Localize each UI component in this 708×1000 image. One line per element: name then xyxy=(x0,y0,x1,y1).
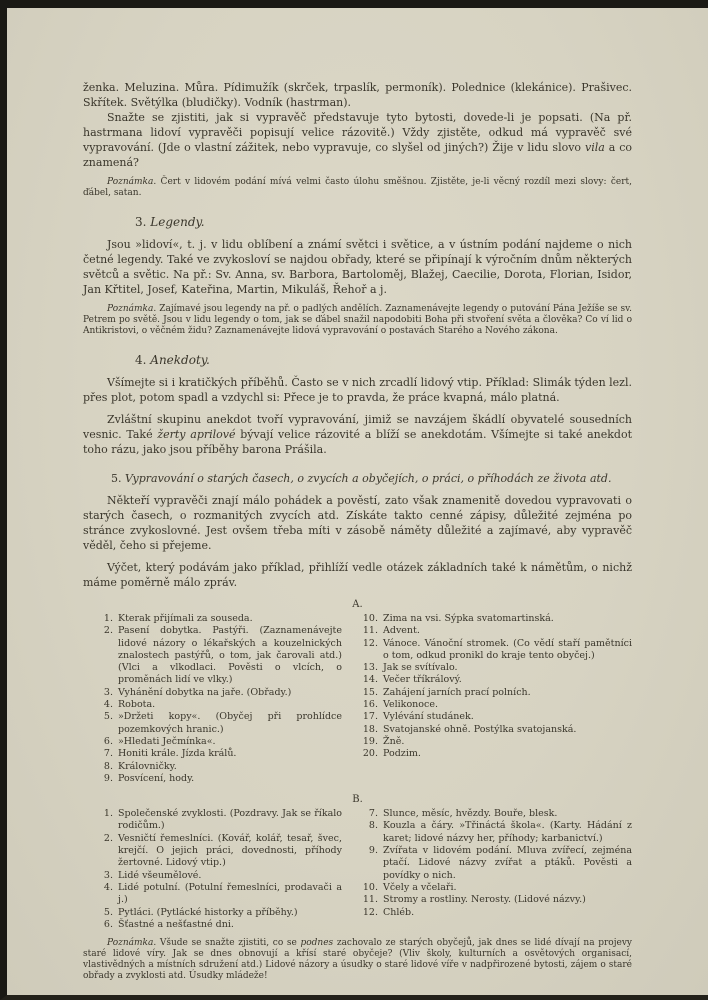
list-item xyxy=(360,724,632,736)
list-item-text: Zvířata v lidovém podání. Mluva zvířecí, zejména ptačí. Lidové názvy zvířat a ptáků. Pověsti a povídky o nich. xyxy=(383,845,632,881)
list-item xyxy=(360,674,632,686)
list-a xyxy=(95,613,632,785)
list-item-number: 5. xyxy=(103,906,113,918)
section-5-heading xyxy=(83,472,632,485)
note-label: Poznámka. xyxy=(107,304,157,314)
list-item xyxy=(95,613,342,625)
list-item-number: 13. xyxy=(362,662,378,674)
list-item-number: 4. xyxy=(103,881,113,893)
list-item-number: 20. xyxy=(362,748,378,760)
section-4-title: Anekdoty. xyxy=(150,353,210,367)
list-b-label: B. xyxy=(352,794,363,806)
italic-term-vila: vila xyxy=(584,141,605,154)
list-item xyxy=(95,833,342,870)
list-item-number: 1. xyxy=(103,808,113,820)
list-item-number: 4. xyxy=(103,699,113,711)
intro-paragraph xyxy=(83,110,632,170)
list-a-label: A. xyxy=(352,599,363,610)
list-item-text: Žně. xyxy=(383,735,405,747)
list-item-number: 9. xyxy=(103,772,113,784)
section-4-paragraph-2 xyxy=(83,412,632,457)
list-item xyxy=(95,761,342,773)
list-item-number: 16. xyxy=(362,699,378,711)
list-item xyxy=(360,638,632,663)
list-item-text: Královničky. xyxy=(118,760,177,772)
list-item-number: 8. xyxy=(103,760,113,772)
list-item xyxy=(95,870,342,882)
list-item-number: 11. xyxy=(362,894,378,906)
note-text: Zajímavé jsou legendy na př. o padlých andělích. Zaznamenávejte legendy o putování Pána Ježíše se sv. Petrem po světě. Jsou v lidu legendy o tom, jak se ďábel snažil napodobiti Boha při stvoření světa a člověka? Co ví lid o Antikristovi, o věčném židu? Zaznamenávejte lidová vypravování o postavách Starého a Nového zákona. xyxy=(83,304,632,336)
list-item-text: Pytláci. (Pytlácké historky a příběhy.) xyxy=(118,906,298,918)
list-item-number: 1. xyxy=(103,613,113,624)
list-item xyxy=(95,773,342,785)
note-devil xyxy=(83,177,632,199)
list-item xyxy=(360,699,632,711)
list-item-text: »Hledati Ječmínka«. xyxy=(118,735,216,747)
section-3-paragraph: Jsou »lidoví«, t. j. v lidu oblíbení a známí světci i světice, a v ústním podání najdeme o nich četné legendy. Také ve zvykosloví se najdou obřady, které se připínají k výročním dnům některých světců a světic. Na př.: Sv. Anna, sv. Barbora, Bartoloměj, Blažej, Caecilie, Dorota, Florian, Isidor, Jan Křtitel, Josef, Kateřina, Martin, Mikuláš, Řehoř a j. xyxy=(83,238,632,296)
list-item xyxy=(95,736,342,748)
note-text: Čert v lidovém podání mívá velmi často úlohu směšnou. Zjistěte, je-li věcný rozdíl mezi slovy: čert, ďábel, satan. xyxy=(83,177,632,198)
list-item-text: Stromy a rostliny. Nerosty. (Lidové názvy.) xyxy=(383,894,586,906)
note-text-end: zachovalo ze starých obyčejů, jak dnes se lidé dívají na projevy staré lidové víry. Jak se dnes obnovují a křísí staré obyčeje? (Vliv školy, kulturních a osvětových organisací, vlastivědných a místních sdružení atd.) Lidové názory a úsudky o staré lidové víře v nadpřirozené bytosti, zájem o staré obřady a zvyklosti atd. Úsudky mládeže! xyxy=(83,938,632,982)
list-b-right-column xyxy=(360,808,632,931)
list-item-text: Večer tříkrálový. xyxy=(383,674,462,686)
list-item-number: 11. xyxy=(362,625,378,637)
section-3-heading xyxy=(135,215,632,229)
list-a-right-column xyxy=(360,613,632,785)
list-item xyxy=(95,711,342,736)
list-item-text: »Držeti kopy«. (Obyčej při prohlídce pozemkových hranic.) xyxy=(118,711,342,735)
note-label: Poznámka. xyxy=(107,938,157,949)
list-item xyxy=(95,808,342,833)
list-item-text: Robota. xyxy=(118,699,156,711)
list-item xyxy=(360,736,632,748)
list-item-text: Chléb. xyxy=(383,906,415,918)
list-item xyxy=(95,907,342,919)
list-item xyxy=(360,613,632,625)
list-item xyxy=(360,748,632,760)
list-item-text: Lidé všeumělové. xyxy=(118,869,202,881)
list-item xyxy=(360,882,632,894)
list-item-text: Lidé potulní. (Potulní řemeslníci, prodavači a j.) xyxy=(118,881,342,906)
list-item xyxy=(360,808,632,820)
section-4-heading xyxy=(135,353,632,367)
list-item xyxy=(95,748,342,760)
list-item-number: 12. xyxy=(362,637,378,649)
list-item xyxy=(360,845,632,882)
list-item xyxy=(360,687,632,699)
list-b xyxy=(95,808,632,931)
list-item-number: 18. xyxy=(362,723,378,735)
list-item xyxy=(360,711,632,723)
list-item-text: Velikonoce. xyxy=(383,699,438,711)
list-item-number: 12. xyxy=(362,906,378,918)
list-item xyxy=(360,820,632,845)
list-item xyxy=(360,907,632,919)
intro-paragraph-text-end: a co znamená? xyxy=(83,141,632,169)
list-item xyxy=(95,919,342,931)
list-a-left-column xyxy=(95,613,342,785)
list-item-text: Vyhánění dobytka na jaře. (Obřady.) xyxy=(118,686,292,698)
list-item-number: 17. xyxy=(362,711,378,723)
list-item-number: 8. xyxy=(368,820,378,832)
list-item xyxy=(95,687,342,699)
section-5-title: Vypravování o starých časech, o zvycích a obyčejích, o práci, o příhodách ze života atd. xyxy=(125,472,612,485)
list-item-number: 3. xyxy=(103,686,113,698)
list-item-text: Svatojanské ohně. Postýlka svatojanská. xyxy=(383,723,577,735)
list-item-text: Vesničtí řemeslníci. (Kovář, kolář, tesař, švec, krejčí. O jejich práci, dovednosti, příhody žertovné. Lidový vtip.) xyxy=(118,832,342,869)
list-item-text: Vánoce. Vánoční stromek. (Co vědí staří pamětníci o tom, odkud pronikl do kraje tento obyčej.) xyxy=(383,637,632,661)
list-item-text: Advent. xyxy=(383,625,420,637)
intro-paragraph-text: Snažte se zjistiti, jak si vypravěč představuje tyto bytosti, dovede-li je popsati. (Na př. hastrmana lidoví vypravěči popisují velice rázovitě.) Vždy zjistěte, odkud má vypravěč své vypravování. (Jde o vlastní zážitek, nebo vypravuje, co slyšel od jiných?) Žije v lidu slovo xyxy=(83,111,632,154)
list-item-number: 7. xyxy=(368,808,378,820)
list-item-number: 10. xyxy=(362,881,378,893)
list-item-text: Posvícení, hody. xyxy=(118,772,195,784)
list-item xyxy=(95,699,342,711)
section-4-paragraph-2-text: Zvláštní skupinu anekdot tvoří vypravování, jimiž se navzájem škádlí obyvatelé sousedních vesnic. Také xyxy=(83,413,632,441)
list-item-text: Pasení dobytka. Pastýři. (Zaznamenávejte lidové názory o lékařských a kouzelnických znalostech pastýřů, o tom, jak čarovali atd.) (Vlci a vlkodlaci. Pověsti o vlcích, o proměnách lidí ve vlky.) xyxy=(118,625,342,686)
list-item-number: 5. xyxy=(103,711,113,723)
section-5-paragraph-2: Výčet, který podávám jako příklad, přihlíží vedle otázek základních také k námětům, o nichž máme poměrně málo zpráv. xyxy=(83,561,632,589)
note-text: Všude se snažte zjistiti, co se xyxy=(156,938,301,949)
list-item xyxy=(95,625,342,686)
list-item xyxy=(95,882,342,907)
list-item-number: 2. xyxy=(103,832,113,844)
list-item-number: 2. xyxy=(103,625,113,637)
list-item xyxy=(360,625,632,637)
page-content xyxy=(7,8,708,995)
list-item-number: 10. xyxy=(362,613,378,624)
list-item-number: 19. xyxy=(362,735,378,747)
list-item-text: Honiti krále. Jízda králů. xyxy=(118,748,237,760)
intro-paragraph-continuation: ženka. Meluzina. Můra. Pídimužík (skrček, trpaslík, permoník). Polednice (klekánice). Prašivec. Skřítek. Světýlka (bludičky). Vodník (hastrman). xyxy=(83,81,632,109)
list-item-number: 3. xyxy=(103,869,113,881)
section-3-title: Legendy. xyxy=(150,215,205,229)
section-5-paragraph-1: Někteří vypravěči znají málo pohádek a pověstí, zato však znamenitě dovedou vypravovati o starých časech, o rozmanitých zvycích atd. Získáte takto cenné zápisy, důležité zejména po stránce zvykoslovné. Jest ovšem třeba míti v zásobě náměty důležité a zajímavé, aby vypravěč věděl, čeho si přejeme. xyxy=(83,494,632,552)
section-3-number: 3. xyxy=(135,215,147,229)
list-b-left-column xyxy=(95,808,342,931)
list-item-number: 15. xyxy=(362,686,378,698)
list-item-number: 6. xyxy=(103,735,113,747)
list-item-text: Slunce, měsíc, hvězdy. Bouře, blesk. xyxy=(383,808,558,820)
list-item-text: Vylévání studánek. xyxy=(383,711,474,723)
list-item-text: Společenské zvyklosti. (Pozdravy. Jak se říkalo rodičům.) xyxy=(118,808,342,832)
section-4-paragraph-1: Všímejte si i kratičkých příběhů. Často se v nich zrcadlí lidový vtip. Příklad: Slimák týden lezl. přes plot, potom spadl a vzdychl si: Přece je to pravda, že práce kvapná, málo platná. xyxy=(83,376,632,404)
note-legends xyxy=(83,304,632,337)
list-item-text: Kouzla a čáry. »Třináctá škola«. (Karty. Hádání z karet; lidové názvy her, příhody; karbanictví.) xyxy=(383,820,632,844)
list-item-number: 9. xyxy=(368,845,378,857)
list-item-number: 7. xyxy=(103,748,113,760)
list-item-text: Zima na vsi. Sýpka svatomartinská. xyxy=(383,613,554,624)
list-item-text: Včely a včelaři. xyxy=(383,881,457,893)
list-item-text: Kterak přijímali za souseda. xyxy=(118,613,253,624)
list-item-number: 14. xyxy=(362,674,378,686)
italic-term-april-jokes: žerty aprilové xyxy=(157,428,236,441)
final-note xyxy=(83,938,632,982)
list-item-text: Zahájení jarních prací polních. xyxy=(383,686,531,698)
list-item-text: Jak se svítívalo. xyxy=(383,662,458,674)
list-item xyxy=(360,894,632,906)
section-5-number: 5. xyxy=(111,472,122,485)
italic-term-podnes: podnes xyxy=(300,938,334,949)
list-item-number: 6. xyxy=(103,918,113,930)
note-label: Poznámka. xyxy=(107,177,157,187)
section-4-paragraph-2-text-end: bývají velice rázovité a blíží se anekdotám. Všímejte si také anekdot toho rázu, jako jsou příběhy barona Prášila. xyxy=(83,428,633,456)
list-item xyxy=(360,662,632,674)
section-4-number: 4. xyxy=(135,353,147,367)
list-item-text: Podzim. xyxy=(383,748,421,760)
list-item-text: Šťastné a nešťastné dni. xyxy=(118,918,234,930)
